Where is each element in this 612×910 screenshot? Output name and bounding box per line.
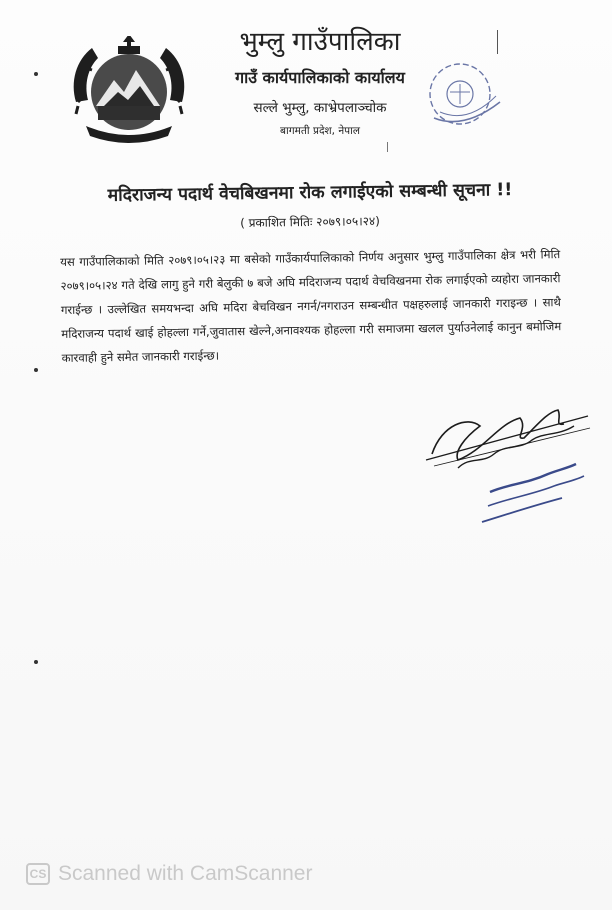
nepal-emblem-icon xyxy=(68,36,190,148)
province-line: बागमती प्रदेश, नेपाल xyxy=(280,125,360,137)
binding-hole xyxy=(34,72,38,76)
camscanner-logo-icon: CS xyxy=(26,863,50,885)
office-address: सल्ले भुम्लु, काभ्रेपलाञ्चोक xyxy=(253,100,387,116)
margin-mark xyxy=(497,30,498,54)
margin-mark xyxy=(387,142,388,152)
binding-hole xyxy=(34,368,38,372)
binding-hole xyxy=(34,660,38,664)
office-name: गाउँ कार्यपालिकाको कार्यालय xyxy=(235,68,405,87)
municipality-name: भुम्लु गाउँपालिका xyxy=(239,27,401,57)
notice-body: यस गाउँपालिकाको मिति २०७९।०५।२३ मा बसेको गाउँकार्यपालिकाको निर्णय अनुसार भुम्लु गाउँपालिका क्षेत्र भरी मिति २०७९।०५।२४ गते देखि लागु हुने गरी बेलुकी ७ बजे अघि मदिराजन्य पदार्थ वेचविखनमा रोक लगाईएको व्यहोरा जानकारी गराईन्छ । उल्लेखित समयभन्दा अघि मदिरा बेचविखन नगर्न/नगराउन सम्बन्धीत पक्षहरुलाई जानकारी गराइन्छ । साथै मदिराजन्य पदार्थ खाई होहल्ला गर्ने,जुवातास खेल्ने,अनावश्यक होहल्ला गरी समाजमा खलल पुर्याउनेलाई कानुन बमोजिम कारवाही हुने समेत जानकारी गराईन्छ। xyxy=(60,247,562,365)
notice-title: मदिराजन्य पदार्थ वेचबिखनमा रोक लगाईएको सम्बन्धी सूचना !! xyxy=(107,180,513,206)
handwritten-signature-icon xyxy=(424,394,594,540)
office-stamp-icon xyxy=(420,54,512,140)
scanner-watermark xyxy=(26,862,312,886)
scanner-text: Scanned with CamScanner xyxy=(58,862,313,885)
published-date: ( प्रकाशित मितिः २०७९।०५।२४) xyxy=(240,214,380,230)
